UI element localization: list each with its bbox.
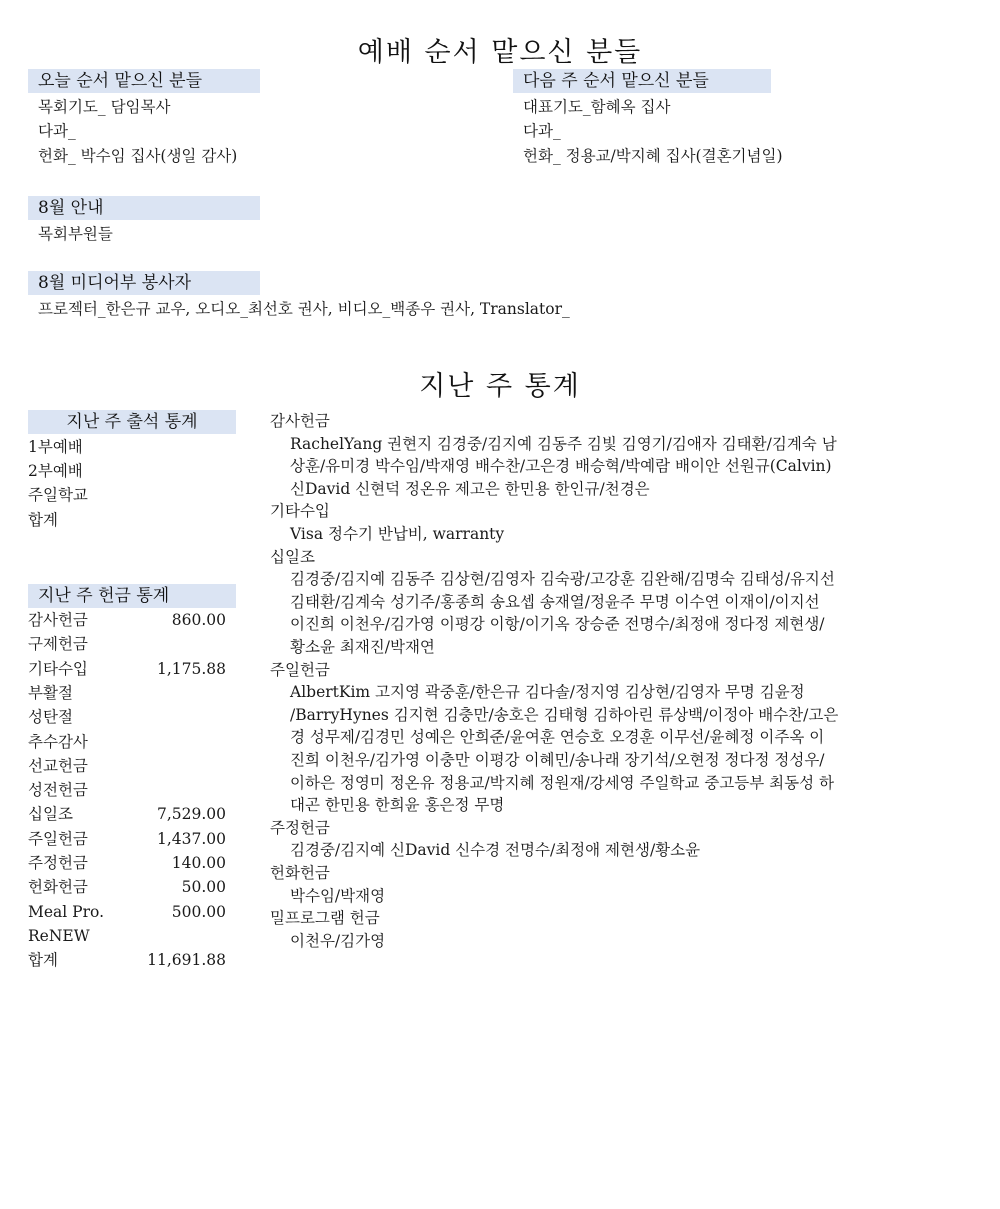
offering-stats-row	[28, 754, 226, 778]
donor-names-line: 김경중/김지예 신David 신수경 전명수/최정애 제현생/황소윤	[290, 841, 701, 860]
august-guide-line: 목회부원들	[38, 225, 113, 243]
today-roles-header: 오늘 순서 맡으신 분들	[28, 69, 260, 93]
today-role-line: 목회기도_ 담임목사	[38, 98, 171, 116]
donor-category-label: 헌화헌금	[270, 864, 330, 882]
offering-stats-row	[28, 875, 226, 899]
next-week-role-line: 다과_	[523, 122, 561, 140]
offering-label: 십일조	[28, 805, 73, 824]
offering-amount: 860.00	[171, 611, 226, 629]
offering-label: 성탄절	[28, 708, 73, 727]
attendance-row: 주일학교	[28, 486, 88, 504]
offering-label: 합계	[28, 951, 58, 970]
offering-amount: 140.00	[171, 854, 226, 872]
donor-names-line: 신David 신현덕 정온유 제고은 한민용 한인규/천경은	[290, 479, 650, 498]
offering-stats-row	[28, 924, 226, 948]
offering-stats-row	[28, 900, 226, 924]
attendance-row: 합계	[28, 511, 58, 529]
offering-stats-row	[28, 802, 226, 826]
donor-names-line: 경 성무제/김경민 성예은 안희준/윤여훈 연승호 오경훈 이무선/윤혜정 이주옥 이	[290, 728, 825, 747]
attendance-stats-header: 지난 주 출석 통계	[28, 410, 236, 434]
next-week-roles-header: 다음 주 순서 맡으신 분들	[513, 69, 771, 93]
donor-names-line: /BarryHynes 김지현 김충만/송호은 김태형 김하아린 류상백/이정아 배수찬/고은	[290, 705, 839, 724]
donor-names-line: 이하은 정영미 정온유 정용교/박지혜 정원재/강세영 주일학교 중고등부 최동성 하	[290, 773, 834, 792]
donor-category-label: 기타수입	[270, 502, 330, 521]
donor-category-label: 주일헌금	[270, 660, 330, 679]
august-guide-header: 8월 안내	[28, 196, 260, 220]
donor-category-label: 주정헌금	[270, 818, 330, 837]
worship-roles-title: 예배 순서 맡으신 분들	[357, 37, 643, 68]
offering-amount: 7,529.00	[156, 805, 226, 824]
offering-label: 성전헌금	[28, 781, 88, 800]
donor-names-line: 황소윤 최재진/박재연	[290, 638, 435, 656]
donor-names-line: RachelYang 권현지 김경중/김지예 김동주 김빛 김영기/김애자 김태환/김계숙 남	[290, 434, 837, 453]
next-week-role-line: 대표기도_함혜옥 집사	[523, 98, 671, 116]
donor-names-line: 진희 이천우/김가영 이충만 이평강 이혜민/송나래 장기석/오현정 정다정 정성우/	[290, 751, 825, 769]
offering-stats-row	[28, 948, 226, 972]
offering-amount: 1,175.88	[156, 659, 226, 678]
offering-stats-row	[28, 632, 226, 656]
donor-category-label: 십일조	[270, 547, 315, 566]
offering-stats-row	[28, 778, 226, 802]
donor-names-line: 대곤 한민용 한희윤 홍은정 무명	[290, 796, 505, 815]
offering-stats-row	[28, 705, 226, 729]
offering-label: 주정헌금	[28, 854, 88, 872]
media-volunteers-header: 8월 미디어부 봉사자	[28, 271, 260, 295]
offering-label: 선교헌금	[28, 756, 88, 775]
offering-amount: 500.00	[171, 902, 226, 921]
offering-stats-row	[28, 730, 226, 754]
donor-names-line: 김태환/김계숙 성기주/홍종희 송요셉 송재열/정윤주 무명 이수연 이재이/이지선	[290, 592, 820, 611]
offering-amount: 1,437.00	[156, 829, 226, 848]
donor-names-line: 박수임/박재영	[290, 886, 386, 905]
offering-stats-row	[28, 608, 226, 632]
offering-label: 주일헌금	[28, 829, 88, 848]
offering-stats-row	[28, 657, 226, 681]
offering-label: 부활절	[28, 683, 73, 702]
donor-names-line: 이천우/김가영	[290, 931, 386, 950]
attendance-row: 1부예배	[28, 438, 83, 456]
next-week-role-line: 헌화_ 정용교/박지혜 집사(결혼기념일)	[523, 147, 783, 165]
offering-stats-row	[28, 827, 226, 851]
offering-label: 기타수입	[28, 659, 88, 678]
offering-label: ReNEW	[28, 926, 90, 945]
donor-names-line: 김경중/김지예 김동주 김상현/김영자 김숙광/고강훈 김완해/김명숙 김태성/유지선	[290, 570, 835, 589]
donor-names-line: 이진희 이천우/김가영 이평강 이항/이기옥 장승준 전명수/최정애 정다정 제현생/	[290, 615, 825, 634]
offering-label: 추수감사	[28, 732, 88, 751]
offering-label: 헌화헌금	[28, 878, 88, 897]
donor-names-line: Visa 정수기 반납비, warranty	[290, 525, 505, 543]
offering-amount: 50.00	[181, 878, 226, 897]
offering-label: 감사헌금	[28, 611, 88, 629]
donor-names-line: AlbertKim 고지영 곽중훈/한은규 김다솔/정지영 김상현/김영자 무명 김윤정	[290, 683, 805, 702]
offering-amount: 11,691.88	[147, 951, 226, 970]
offering-label: 구제헌금	[28, 635, 88, 654]
donor-category-label: 감사헌금	[270, 412, 330, 430]
today-role-line: 다과_	[38, 122, 76, 140]
offering-stats-row	[28, 851, 226, 875]
donor-names-line: 상훈/유미경 박수임/박재영 배수찬/고은경 배승혁/박예람 배이안 선원규(Calvin)	[290, 457, 832, 476]
offering-label: Meal Pro.	[28, 902, 104, 921]
today-role-line: 헌화_ 박수임 집사(생일 감사)	[38, 147, 238, 165]
last-week-stats-title: 지난 주 통계	[419, 371, 581, 402]
media-volunteers-line: 프로젝터_한은규 교우, 오디오_최선호 권사, 비디오_백종우 권사, Translator_	[38, 300, 570, 318]
attendance-row: 2부예배	[28, 462, 83, 480]
offering-stats-header: 지난 주 헌금 통계	[28, 584, 236, 608]
offering-stats-row	[28, 681, 226, 705]
donor-category-label: 밀프로그램 헌금	[270, 909, 380, 928]
